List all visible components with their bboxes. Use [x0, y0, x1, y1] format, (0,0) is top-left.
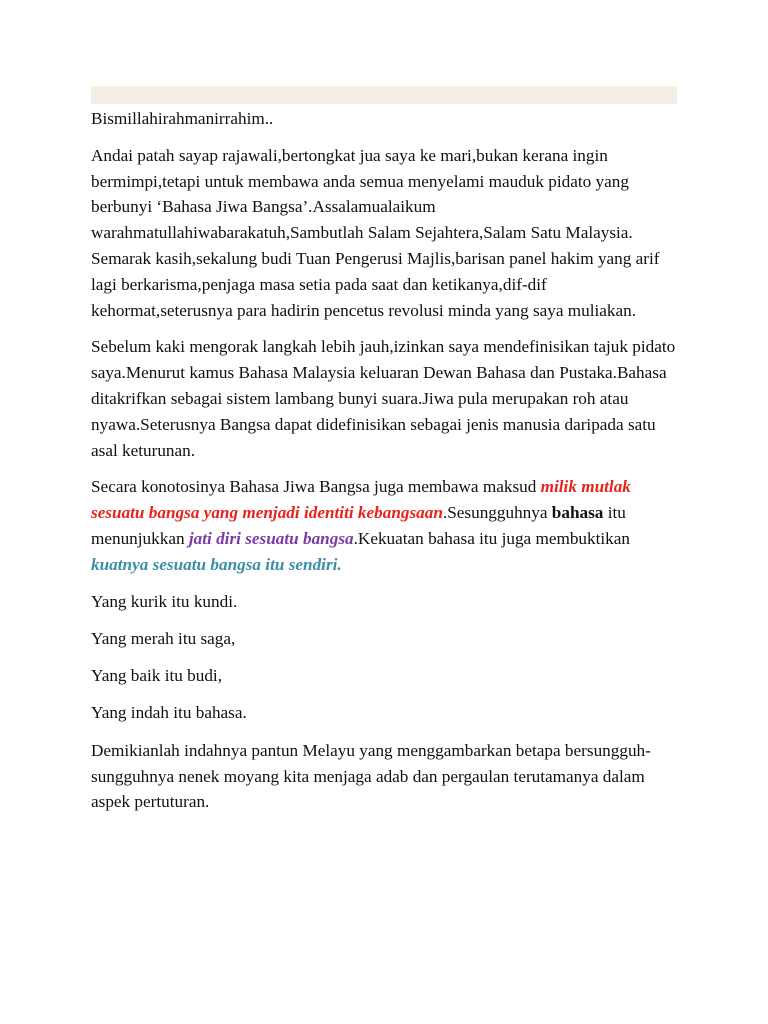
pantun-line: Yang indah itu bahasa. — [91, 703, 247, 723]
header-band — [91, 86, 677, 104]
connotation-text-1: .Sesungguhnya — [442, 503, 552, 523]
pantun-line: Yang kurik itu kundi. — [91, 591, 238, 611]
connotation-intro-text: Secara konotosinya Bahasa Jiwa Bangsa juga membawa maksud — [91, 477, 541, 497]
blue-emphasis-text: kuatnya sesuatu bangsa itu sendiri. — [91, 554, 342, 574]
pantun-line: Yang merah itu saga, — [91, 628, 236, 648]
connotation-text-3: .Kekuatan bahasa itu juga membuktikan — [353, 528, 630, 548]
paragraph-introduction: Andai patah sayap rajawali,bertongkat jua saya ke mari,bukan kerana ingin bermimpi,tetapi untuk membawa anda semua menyelami mauduk pidato yang berbunyi ‘Bahasa Jiwa Bangsa’.Assalamualaikum warahmatullahiwabarakatuh,Sambutlah Salam Sejahtera,Salam Satu Malaysia. Semarak kasih,sekalung budi Tuan Pengerusi Majlis,barisan panel hakim yang arif lagi berkarisma,penjaga masa setia pada saat dan ketikanya,dif-dif kehormat,seterusnya para hadirin pencetus revolusi minda yang saya muliakan. — [91, 145, 660, 320]
red-emphasis-text: milik mutlak sesuatu bangsa yang menjadi identiti kebangsaan — [91, 477, 631, 523]
paragraph-connotation — [91, 474, 681, 577]
connotation-text-2: itu menunjukkan — [91, 503, 626, 548]
bold-emphasis-text: bahasa — [551, 503, 604, 523]
document-body — [91, 106, 681, 826]
opening-line: Bismillahirahmanirrahim.. — [91, 109, 274, 128]
paragraph-definition: Sebelum kaki mengorak langkah lebih jauh,izinkan saya mendefinisikan tajuk pidato saya.Menurut kamus Bahasa Malaysia keluaran Dewan Bahasa dan Pustaka.Bahasa ditakrifkan sebagai sistem lambang bunyi suara.Jiwa pula merupakan roh atau nyawa.Seterusnya Bangsa dapat didefinisikan sebagai jenis manusia daripada satu asal keturunan. — [91, 337, 676, 460]
purple-emphasis-text: jati diri sesuatu bangsa — [184, 528, 354, 548]
pantun-line: Yang baik itu budi, — [91, 666, 222, 686]
paragraph-conclusion: Demikianlah indahnya pantun Melayu yang menggambarkan betapa bersungguh-sungguhnya nenek moyang kita menjaga adab dan pergaulan terutamanya dalam aspek pertuturan. — [91, 740, 651, 812]
